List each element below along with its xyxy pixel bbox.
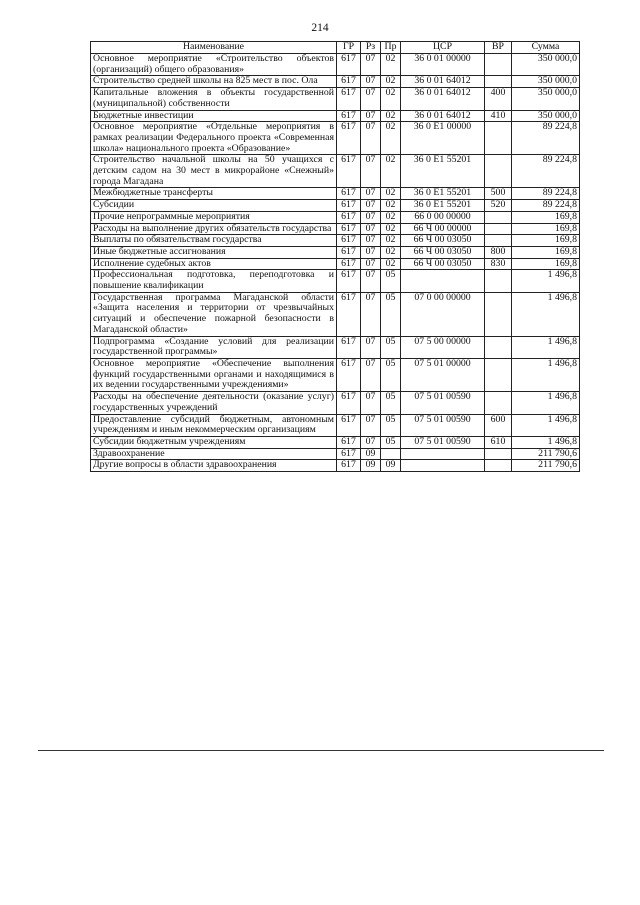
cell-rz: 07 bbox=[361, 76, 381, 88]
cell-sum: 89 224,8 bbox=[512, 155, 580, 188]
cell-gr: 617 bbox=[337, 223, 361, 235]
cell-gr: 617 bbox=[337, 200, 361, 212]
cell-vr bbox=[485, 292, 512, 336]
cell-sum: 350 000,0 bbox=[512, 110, 580, 122]
cell-name: Государственная программа Магаданской области «Защита населения и территории от чрезвычайных ситуаций и обеспечение пожарной безопасности в Магаданской области» bbox=[91, 292, 337, 336]
cell-csr: 66 Ч 00 00000 bbox=[401, 223, 485, 235]
cell-vr bbox=[485, 76, 512, 88]
cell-gr: 617 bbox=[337, 122, 361, 155]
cell-sum: 211 790,6 bbox=[512, 448, 580, 460]
cell-csr: 36 0 E1 55201 bbox=[401, 188, 485, 200]
cell-vr bbox=[485, 235, 512, 247]
cell-gr: 617 bbox=[337, 211, 361, 223]
cell-name: Основное мероприятие «Отдельные мероприятия в рамках реализации Федерального проекта «Современная школа» национального проекта «Образование» bbox=[91, 122, 337, 155]
table-row bbox=[91, 336, 580, 358]
cell-rz: 07 bbox=[361, 200, 381, 212]
cell-vr: 400 bbox=[485, 88, 512, 110]
cell-sum: 169,8 bbox=[512, 211, 580, 223]
cell-sum: 1 496,8 bbox=[512, 436, 580, 448]
cell-pr: 02 bbox=[381, 76, 401, 88]
cell-csr: 36 0 E1 55201 bbox=[401, 200, 485, 212]
cell-csr: 66 Ч 00 03050 bbox=[401, 235, 485, 247]
cell-pr: 02 bbox=[381, 258, 401, 270]
cell-sum: 169,8 bbox=[512, 235, 580, 247]
cell-gr: 617 bbox=[337, 448, 361, 460]
cell-csr: 07 5 01 00590 bbox=[401, 414, 485, 436]
cell-name: Расходы на обеспечение деятельности (оказание услуг) государственных учреждений bbox=[91, 392, 337, 414]
cell-vr bbox=[485, 336, 512, 358]
cell-pr: 05 bbox=[381, 292, 401, 336]
table-row bbox=[91, 448, 580, 460]
cell-rz: 09 bbox=[361, 460, 381, 472]
cell-vr bbox=[485, 392, 512, 414]
cell-vr: 520 bbox=[485, 200, 512, 212]
header-vr: ВР bbox=[485, 42, 512, 54]
cell-csr: 36 0 01 64012 bbox=[401, 88, 485, 110]
cell-vr: 830 bbox=[485, 258, 512, 270]
cell-sum: 169,8 bbox=[512, 258, 580, 270]
table-row bbox=[91, 270, 580, 292]
cell-csr bbox=[401, 270, 485, 292]
cell-sum: 350 000,0 bbox=[512, 76, 580, 88]
page-number: 214 bbox=[311, 22, 329, 34]
cell-rz: 07 bbox=[361, 155, 381, 188]
table-row bbox=[91, 436, 580, 448]
table-row bbox=[91, 258, 580, 270]
cell-vr: 800 bbox=[485, 246, 512, 258]
cell-sum: 1 496,8 bbox=[512, 336, 580, 358]
table-row bbox=[91, 246, 580, 258]
cell-sum: 350 000,0 bbox=[512, 88, 580, 110]
table-row bbox=[91, 155, 580, 188]
table-row bbox=[91, 122, 580, 155]
cell-csr: 07 5 01 00590 bbox=[401, 392, 485, 414]
cell-pr bbox=[381, 448, 401, 460]
cell-rz: 07 bbox=[361, 436, 381, 448]
table-row bbox=[91, 358, 580, 391]
cell-gr: 617 bbox=[337, 110, 361, 122]
cell-name: Здравоохранение bbox=[91, 448, 337, 460]
cell-csr: 36 0 01 00000 bbox=[401, 54, 485, 76]
cell-name: Межбюджетные трансферты bbox=[91, 188, 337, 200]
cell-rz: 07 bbox=[361, 392, 381, 414]
cell-pr: 02 bbox=[381, 246, 401, 258]
cell-vr bbox=[485, 155, 512, 188]
cell-name: Другие вопросы в области здравоохранения bbox=[91, 460, 337, 472]
cell-vr: 410 bbox=[485, 110, 512, 122]
cell-sum: 89 224,8 bbox=[512, 188, 580, 200]
cell-pr: 02 bbox=[381, 223, 401, 235]
cell-sum: 211 790,6 bbox=[512, 460, 580, 472]
cell-csr: 07 5 01 00000 bbox=[401, 358, 485, 391]
cell-vr bbox=[485, 211, 512, 223]
cell-pr: 02 bbox=[381, 54, 401, 76]
cell-name: Основное мероприятие «Обеспечение выполнения функций государственными органами и находящимися в их ведении государственными учреждениями» bbox=[91, 358, 337, 391]
cell-gr: 617 bbox=[337, 436, 361, 448]
cell-pr: 05 bbox=[381, 270, 401, 292]
cell-vr: 600 bbox=[485, 414, 512, 436]
cell-name: Строительство начальной школы на 50 учащихся с детским садом на 30 мест в микрорайоне «Снежный» города Магадана bbox=[91, 155, 337, 188]
cell-pr: 02 bbox=[381, 155, 401, 188]
header-sum: Сумма bbox=[512, 42, 580, 54]
cell-pr: 02 bbox=[381, 88, 401, 110]
table-header-row bbox=[91, 42, 580, 54]
cell-sum: 350 000,0 bbox=[512, 54, 580, 76]
cell-sum: 1 496,8 bbox=[512, 292, 580, 336]
cell-rz: 07 bbox=[361, 414, 381, 436]
header-csr: ЦСР bbox=[401, 42, 485, 54]
cell-csr: 36 0 01 64012 bbox=[401, 76, 485, 88]
cell-rz: 07 bbox=[361, 270, 381, 292]
table-row bbox=[91, 235, 580, 247]
cell-rz: 07 bbox=[361, 110, 381, 122]
cell-csr: 66 Ч 00 03050 bbox=[401, 258, 485, 270]
cell-vr bbox=[485, 358, 512, 391]
table-row bbox=[91, 76, 580, 88]
cell-name: Капитальные вложения в объекты государственной (муниципальной) собственности bbox=[91, 88, 337, 110]
header-pr: Пр bbox=[381, 42, 401, 54]
table-row bbox=[91, 88, 580, 110]
cell-pr: 02 bbox=[381, 188, 401, 200]
cell-pr: 05 bbox=[381, 358, 401, 391]
cell-pr: 02 bbox=[381, 122, 401, 155]
cell-pr: 02 bbox=[381, 110, 401, 122]
cell-csr: 36 0 01 64012 bbox=[401, 110, 485, 122]
cell-name: Иные бюджетные ассигнования bbox=[91, 246, 337, 258]
table-row bbox=[91, 54, 580, 76]
cell-csr bbox=[401, 448, 485, 460]
cell-pr: 05 bbox=[381, 414, 401, 436]
table-row bbox=[91, 392, 580, 414]
table-row bbox=[91, 460, 580, 472]
cell-gr: 617 bbox=[337, 188, 361, 200]
cell-vr bbox=[485, 448, 512, 460]
cell-rz: 09 bbox=[361, 448, 381, 460]
cell-rz: 07 bbox=[361, 223, 381, 235]
cell-rz: 07 bbox=[361, 122, 381, 155]
table-row bbox=[91, 110, 580, 122]
cell-name: Исполнение судебных актов bbox=[91, 258, 337, 270]
bottom-divider bbox=[38, 750, 604, 751]
cell-gr: 617 bbox=[337, 358, 361, 391]
cell-sum: 169,8 bbox=[512, 223, 580, 235]
cell-name: Строительство средней школы на 825 мест в пос. Ола bbox=[91, 76, 337, 88]
header-name: Наименование bbox=[91, 42, 337, 54]
cell-gr: 617 bbox=[337, 258, 361, 270]
cell-pr: 09 bbox=[381, 460, 401, 472]
cell-gr: 617 bbox=[337, 76, 361, 88]
cell-sum: 169,8 bbox=[512, 246, 580, 258]
cell-vr: 500 bbox=[485, 188, 512, 200]
table-row bbox=[91, 414, 580, 436]
cell-csr: 36 0 E1 55201 bbox=[401, 155, 485, 188]
cell-gr: 617 bbox=[337, 460, 361, 472]
cell-gr: 617 bbox=[337, 235, 361, 247]
cell-sum: 1 496,8 bbox=[512, 358, 580, 391]
cell-csr: 07 0 00 00000 bbox=[401, 292, 485, 336]
header-rz: Рз bbox=[361, 42, 381, 54]
cell-csr: 07 5 00 00000 bbox=[401, 336, 485, 358]
cell-sum: 89 224,8 bbox=[512, 122, 580, 155]
cell-pr: 02 bbox=[381, 200, 401, 212]
cell-pr: 05 bbox=[381, 436, 401, 448]
cell-name: Субсидии bbox=[91, 200, 337, 212]
cell-rz: 07 bbox=[361, 246, 381, 258]
cell-rz: 07 bbox=[361, 235, 381, 247]
cell-vr bbox=[485, 460, 512, 472]
cell-name: Прочие непрограммные мероприятия bbox=[91, 211, 337, 223]
cell-gr: 617 bbox=[337, 155, 361, 188]
cell-vr: 610 bbox=[485, 436, 512, 448]
cell-rz: 07 bbox=[361, 211, 381, 223]
cell-gr: 617 bbox=[337, 270, 361, 292]
table-row bbox=[91, 200, 580, 212]
cell-sum: 1 496,8 bbox=[512, 414, 580, 436]
cell-pr: 05 bbox=[381, 336, 401, 358]
cell-gr: 617 bbox=[337, 292, 361, 336]
cell-rz: 07 bbox=[361, 336, 381, 358]
cell-vr bbox=[485, 270, 512, 292]
cell-name: Бюджетные инвестиции bbox=[91, 110, 337, 122]
table-row bbox=[91, 211, 580, 223]
cell-rz: 07 bbox=[361, 54, 381, 76]
cell-gr: 617 bbox=[337, 54, 361, 76]
table-row bbox=[91, 223, 580, 235]
budget-table bbox=[90, 41, 580, 472]
cell-vr bbox=[485, 122, 512, 155]
cell-name: Профессиональная подготовка, переподготовка и повышение квалификации bbox=[91, 270, 337, 292]
cell-rz: 07 bbox=[361, 358, 381, 391]
cell-pr: 05 bbox=[381, 392, 401, 414]
header-gr: ГР bbox=[337, 42, 361, 54]
cell-csr: 36 0 E1 00000 bbox=[401, 122, 485, 155]
table-body bbox=[91, 54, 580, 472]
cell-vr bbox=[485, 54, 512, 76]
cell-csr bbox=[401, 460, 485, 472]
cell-rz: 07 bbox=[361, 188, 381, 200]
cell-name: Подпрограмма «Создание условий для реализации государственной программы» bbox=[91, 336, 337, 358]
cell-sum: 1 496,8 bbox=[512, 392, 580, 414]
table-row bbox=[91, 188, 580, 200]
cell-name: Субсидии бюджетным учреждениям bbox=[91, 436, 337, 448]
cell-csr: 66 Ч 00 03050 bbox=[401, 246, 485, 258]
cell-name: Предоставление субсидий бюджетным, автономным учреждениям и иным некоммерческим организациям bbox=[91, 414, 337, 436]
cell-csr: 07 5 01 00590 bbox=[401, 436, 485, 448]
table-row bbox=[91, 292, 580, 336]
cell-pr: 02 bbox=[381, 211, 401, 223]
cell-sum: 89 224,8 bbox=[512, 200, 580, 212]
cell-gr: 617 bbox=[337, 392, 361, 414]
cell-sum: 1 496,8 bbox=[512, 270, 580, 292]
cell-name: Основное мероприятие «Строительство объектов (организаций) общего образования» bbox=[91, 54, 337, 76]
cell-pr: 02 bbox=[381, 235, 401, 247]
cell-vr bbox=[485, 223, 512, 235]
cell-gr: 617 bbox=[337, 414, 361, 436]
cell-gr: 617 bbox=[337, 246, 361, 258]
cell-gr: 617 bbox=[337, 88, 361, 110]
cell-gr: 617 bbox=[337, 336, 361, 358]
cell-rz: 07 bbox=[361, 292, 381, 336]
cell-rz: 07 bbox=[361, 88, 381, 110]
cell-rz: 07 bbox=[361, 258, 381, 270]
cell-name: Выплаты по обязательствам государства bbox=[91, 235, 337, 247]
cell-name: Расходы на выполнение других обязательств государства bbox=[91, 223, 337, 235]
cell-csr: 66 0 00 00000 bbox=[401, 211, 485, 223]
